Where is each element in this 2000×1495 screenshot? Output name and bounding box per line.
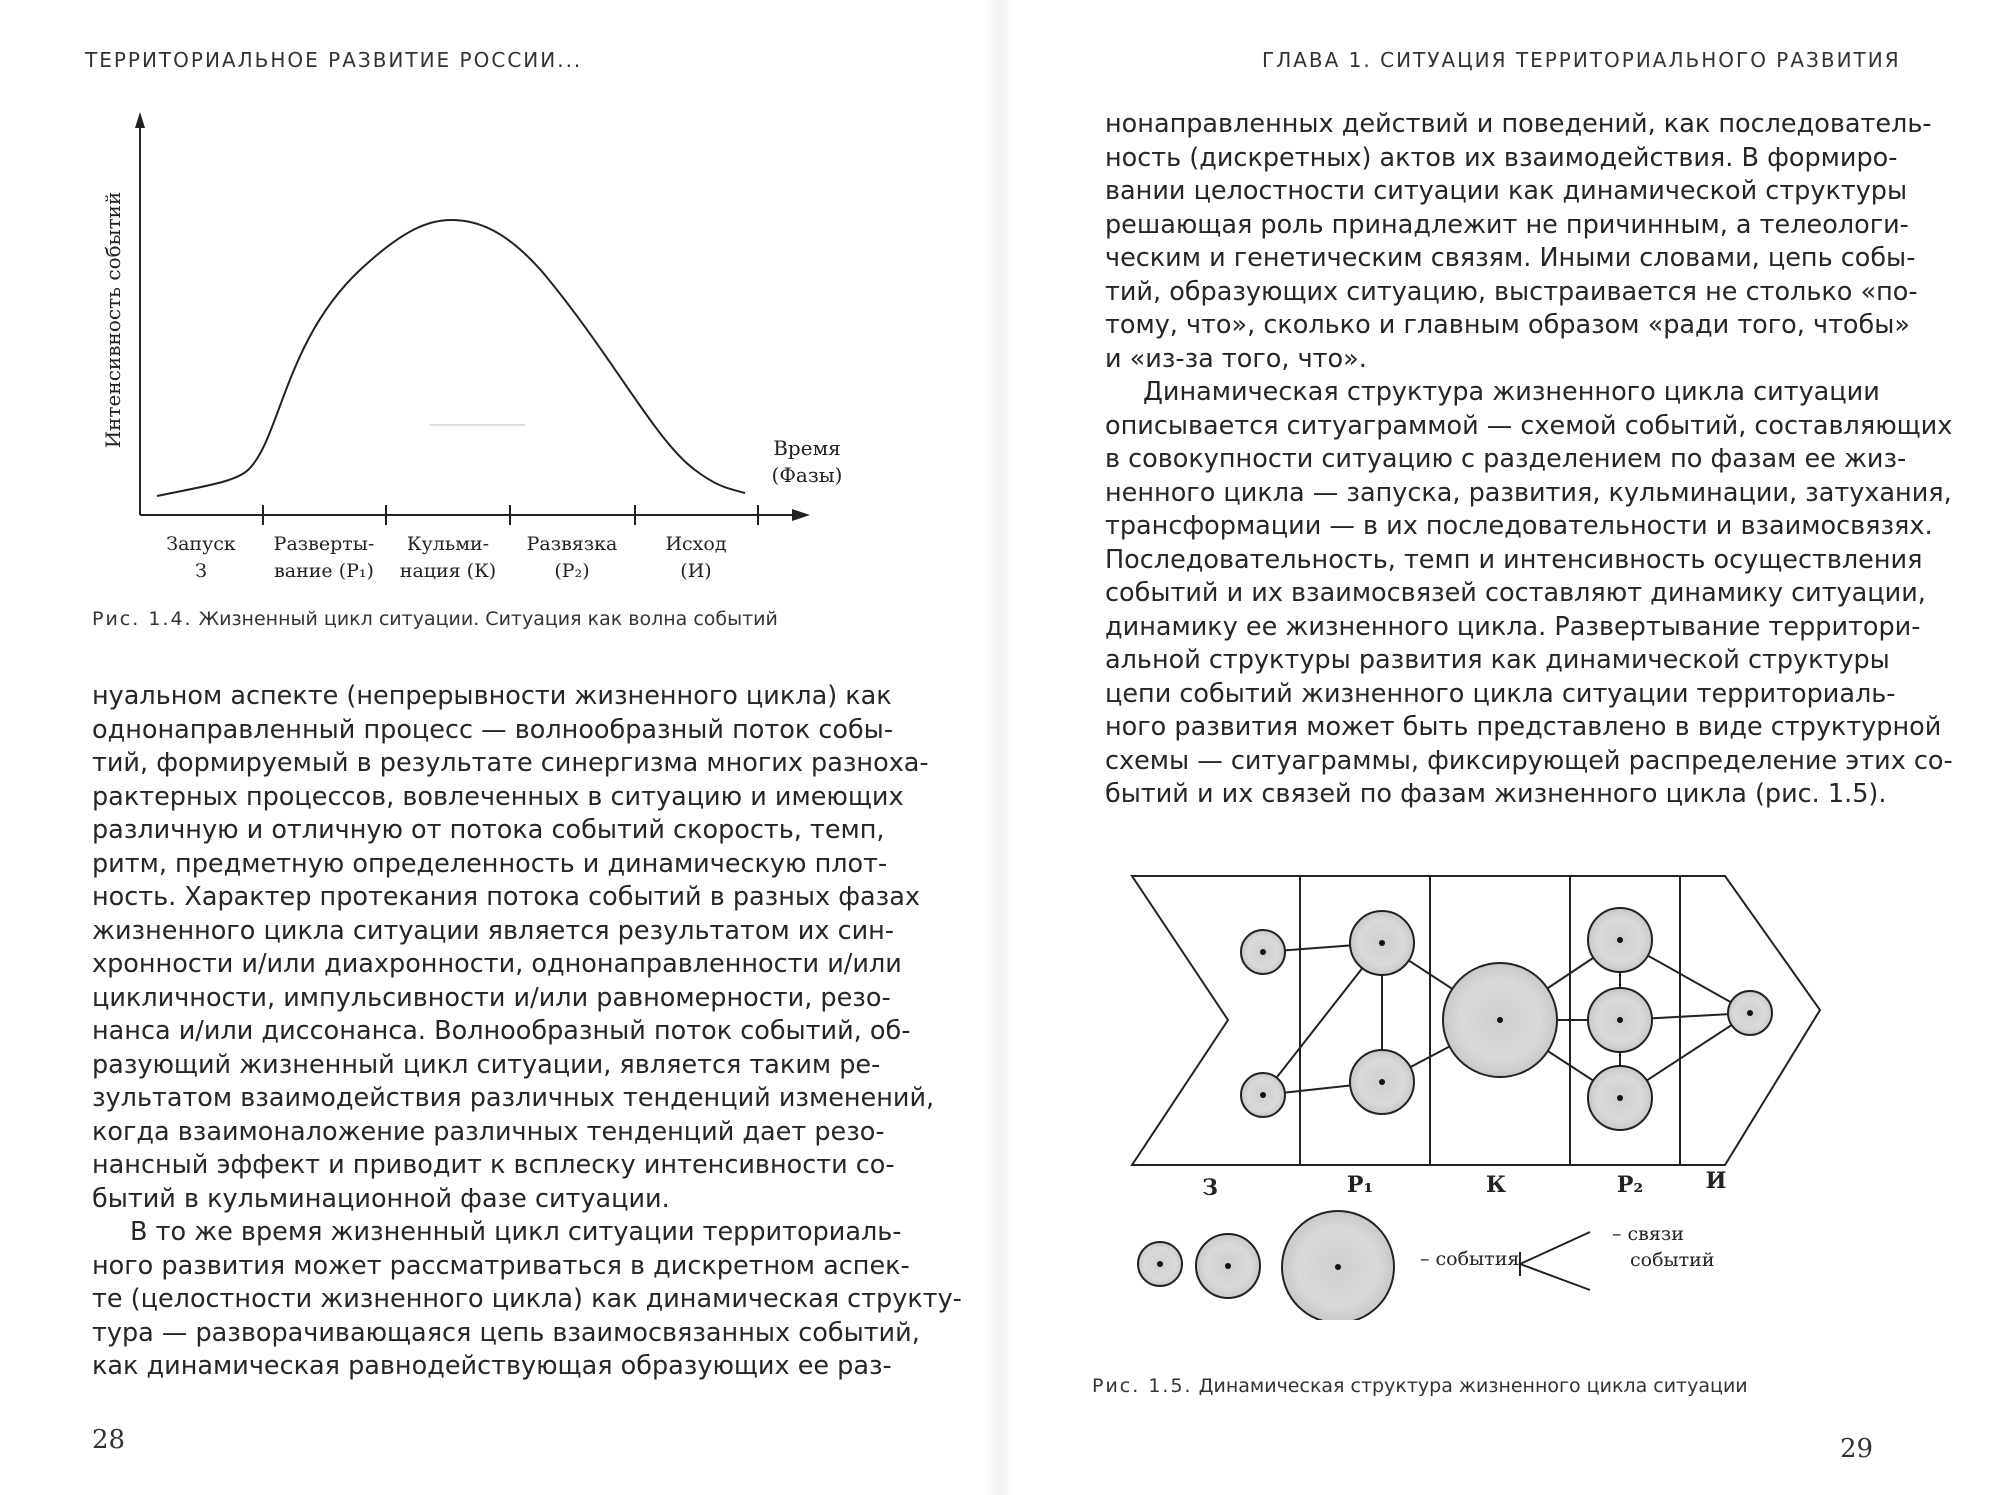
right-running-head: ГЛАВА 1. СИТУАЦИЯ ТЕРРИТОРИАЛЬНОГО РАЗВИТИЯ	[1262, 48, 1901, 72]
left-page-number: 28	[92, 1425, 126, 1455]
caption-text: Жизненный цикл ситуации. Ситуация как волна событий	[198, 608, 778, 630]
life-cycle-chart	[95, 110, 855, 600]
event-node	[1350, 911, 1414, 975]
text-line: Динамическая структура жизненного цикла ситуации	[1143, 377, 1880, 407]
text-line: нуальном аспекте (непрерывности жизненного цикла) как	[92, 681, 892, 711]
phase-label-i: И	[1705, 1168, 1727, 1194]
text-line: Последовательность, темп и интенсивность осуществления	[1105, 544, 1923, 575]
text-line: трансформации — в их последовательности и взаимосвязях.	[1105, 511, 1933, 541]
event-node	[1241, 930, 1285, 974]
text-line: ного развития может рассматриваться в дискретном аспек-	[92, 1250, 910, 1281]
text-line: схемы — ситуаграммы, фиксирующей распределение этих со-	[1105, 745, 1953, 776]
text-line: те (целостности жизненного цикла) как динамическая структу-	[92, 1284, 962, 1314]
text-line: В то же время жизненный цикл ситуации территориаль-	[130, 1217, 902, 1247]
text-line: как динамическая равнодействующая образующих ее раз-	[92, 1351, 892, 1381]
left-body-text	[92, 680, 962, 1384]
phase-label-z: З	[1202, 1175, 1218, 1201]
text-line: ненного цикла — запуска, развития, кульминации, затухания,	[1105, 477, 1952, 508]
left-running-head: ТЕРРИТОРИАЛЬНОЕ РАЗВИТИЕ РОССИИ...	[85, 48, 583, 72]
figure-caption-1-5	[1092, 1375, 1748, 1397]
x-axis-label-phases: (Фазы)	[771, 463, 843, 487]
phase-label: З	[195, 560, 207, 582]
phase-label: нация (К)	[399, 560, 497, 582]
phase-label-p1: P₁	[1346, 1172, 1374, 1198]
text-line: зультатом взаимодействия различных тенденций изменений,	[92, 1083, 935, 1113]
text-line: решающая роль принадлежит не причинным, а телеологи-	[1105, 209, 1909, 240]
figure-caption-1-4	[92, 608, 778, 630]
phase-label: Кульми-	[406, 533, 490, 555]
phase-label: Исход	[665, 533, 727, 555]
paragraph	[1105, 108, 1932, 376]
event-node	[1728, 991, 1772, 1035]
text-line: хронности и/или диахронности, однонаправленности и/или	[92, 949, 902, 979]
right-body-text	[1105, 108, 1953, 812]
text-line: и «из-за того, что».	[1105, 343, 1367, 374]
phase-label: Развязка	[526, 533, 618, 555]
text-line: нансный эффект и приводит к всплеску интенсивности со-	[92, 1150, 895, 1180]
legend-event-medium	[1196, 1234, 1260, 1298]
text-line: нанса и/или диссонанса. Волнообразный поток событий, об-	[92, 1016, 911, 1046]
text-line: описывается ситуаграммой — схемой событий, составляющих	[1105, 410, 1953, 441]
text-line: цепи событий жизненного цикла ситуации территориаль-	[1105, 678, 1896, 709]
legend-event-large	[1282, 1211, 1394, 1320]
phase-label: Запуск	[166, 533, 236, 555]
text-line: тий, формируемый в результате синергизма многих разноха-	[92, 748, 929, 778]
phase-label: (P₂)	[554, 560, 590, 582]
caption-number: Рис. 1.5.	[1092, 1375, 1193, 1397]
caption-number: Рис. 1.4.	[92, 608, 193, 630]
phase-label-p2: P₂	[1616, 1172, 1644, 1198]
text-line: разующий жизненный цикл ситуации, является таким ре-	[92, 1049, 881, 1080]
right-page	[1000, 0, 2000, 1495]
text-line: рактерных процессов, вовлеченных в ситуацию и имеющих	[92, 781, 904, 812]
phase-label: (И)	[680, 560, 712, 582]
text-line: жизненного цикла ситуации является результатом их син-	[92, 915, 895, 946]
situagram-diagram	[1120, 860, 1860, 1320]
text-line: однонаправленный процесс — волнообразный поток собы-	[92, 714, 894, 745]
legend-event-small	[1138, 1242, 1182, 1286]
text-line: бытий в кульминационной фазе ситуации.	[92, 1183, 670, 1214]
legend-link-icon	[1520, 1232, 1590, 1290]
text-line: тий, образующих ситуацию, выстраивается не столько «по-	[1105, 276, 1918, 307]
text-line: тому, что», сколько и главным образом «ради того, чтобы»	[1105, 310, 1910, 340]
phase-label-k: К	[1485, 1172, 1507, 1198]
text-line: вании целостности ситуации как динамической структуры	[1105, 176, 1908, 206]
event-node	[1241, 1073, 1285, 1117]
event-node	[1588, 1066, 1652, 1130]
text-line: ческим и генетическим связям. Иными словами, цепь собы-	[1105, 243, 1916, 273]
text-line: в совокупности ситуацию с разделением по фазам ее жиз-	[1105, 444, 1907, 474]
event-node	[1443, 963, 1557, 1077]
text-line: бытий и их связей по фазам жизненного цикла (рис. 1.5).	[1105, 779, 1887, 809]
text-line: цикличности, импульсивности и/или равномерности, резо-	[92, 982, 891, 1013]
text-line: динамику ее жизненного цикла. Развертывание территори-	[1105, 611, 1921, 642]
text-line: ритм, предметную определенность и динамическую плот-	[92, 848, 888, 879]
text-line: ного развития может быть представлено в виде структурной	[1105, 712, 1942, 742]
y-axis-label: Интенсивность событий	[101, 191, 125, 449]
right-page-number: 29	[1840, 1434, 1874, 1464]
phase-label: Разверты-	[273, 533, 375, 555]
intensity-curve	[157, 220, 745, 496]
text-line: альной структуры развития как динамической структуры	[1105, 645, 1890, 675]
text-line: событий и их взаимосвязей составляют динамику ситуации,	[1105, 578, 1926, 608]
text-line: различную и отличную от потока событий скорость, темп,	[92, 815, 885, 845]
paragraph	[92, 1216, 962, 1384]
event-node	[1588, 988, 1652, 1052]
text-line: ность (дискретных) актов их взаимодействия. В формиро-	[1105, 142, 1898, 173]
event-node	[1588, 908, 1652, 972]
text-line: нонаправленных действий и поведений, как последователь-	[1105, 109, 1932, 139]
legend-links-label-2: событий	[1630, 1249, 1715, 1271]
legend-events-label: – события	[1420, 1248, 1520, 1270]
y-axis-arrow	[135, 112, 145, 128]
text-line: тура — разворачивающаяся цепь взаимосвязанных событий,	[92, 1317, 920, 1348]
text-line: ность. Характер протекания потока событий в разных фазах	[92, 882, 920, 912]
paragraph	[1105, 376, 1953, 812]
phase-label: вание (P₁)	[274, 560, 374, 582]
caption-text: Динамическая структура жизненного цикла ситуации	[1198, 1375, 1748, 1397]
x-axis-arrow	[792, 509, 810, 521]
x-axis-label-time: Время	[773, 436, 841, 460]
event-node	[1350, 1050, 1414, 1114]
legend-links-label-1: – связи	[1612, 1223, 1684, 1245]
text-line: когда взаимоналожение различных тенденций дает резо-	[92, 1116, 885, 1147]
paragraph	[92, 680, 935, 1216]
